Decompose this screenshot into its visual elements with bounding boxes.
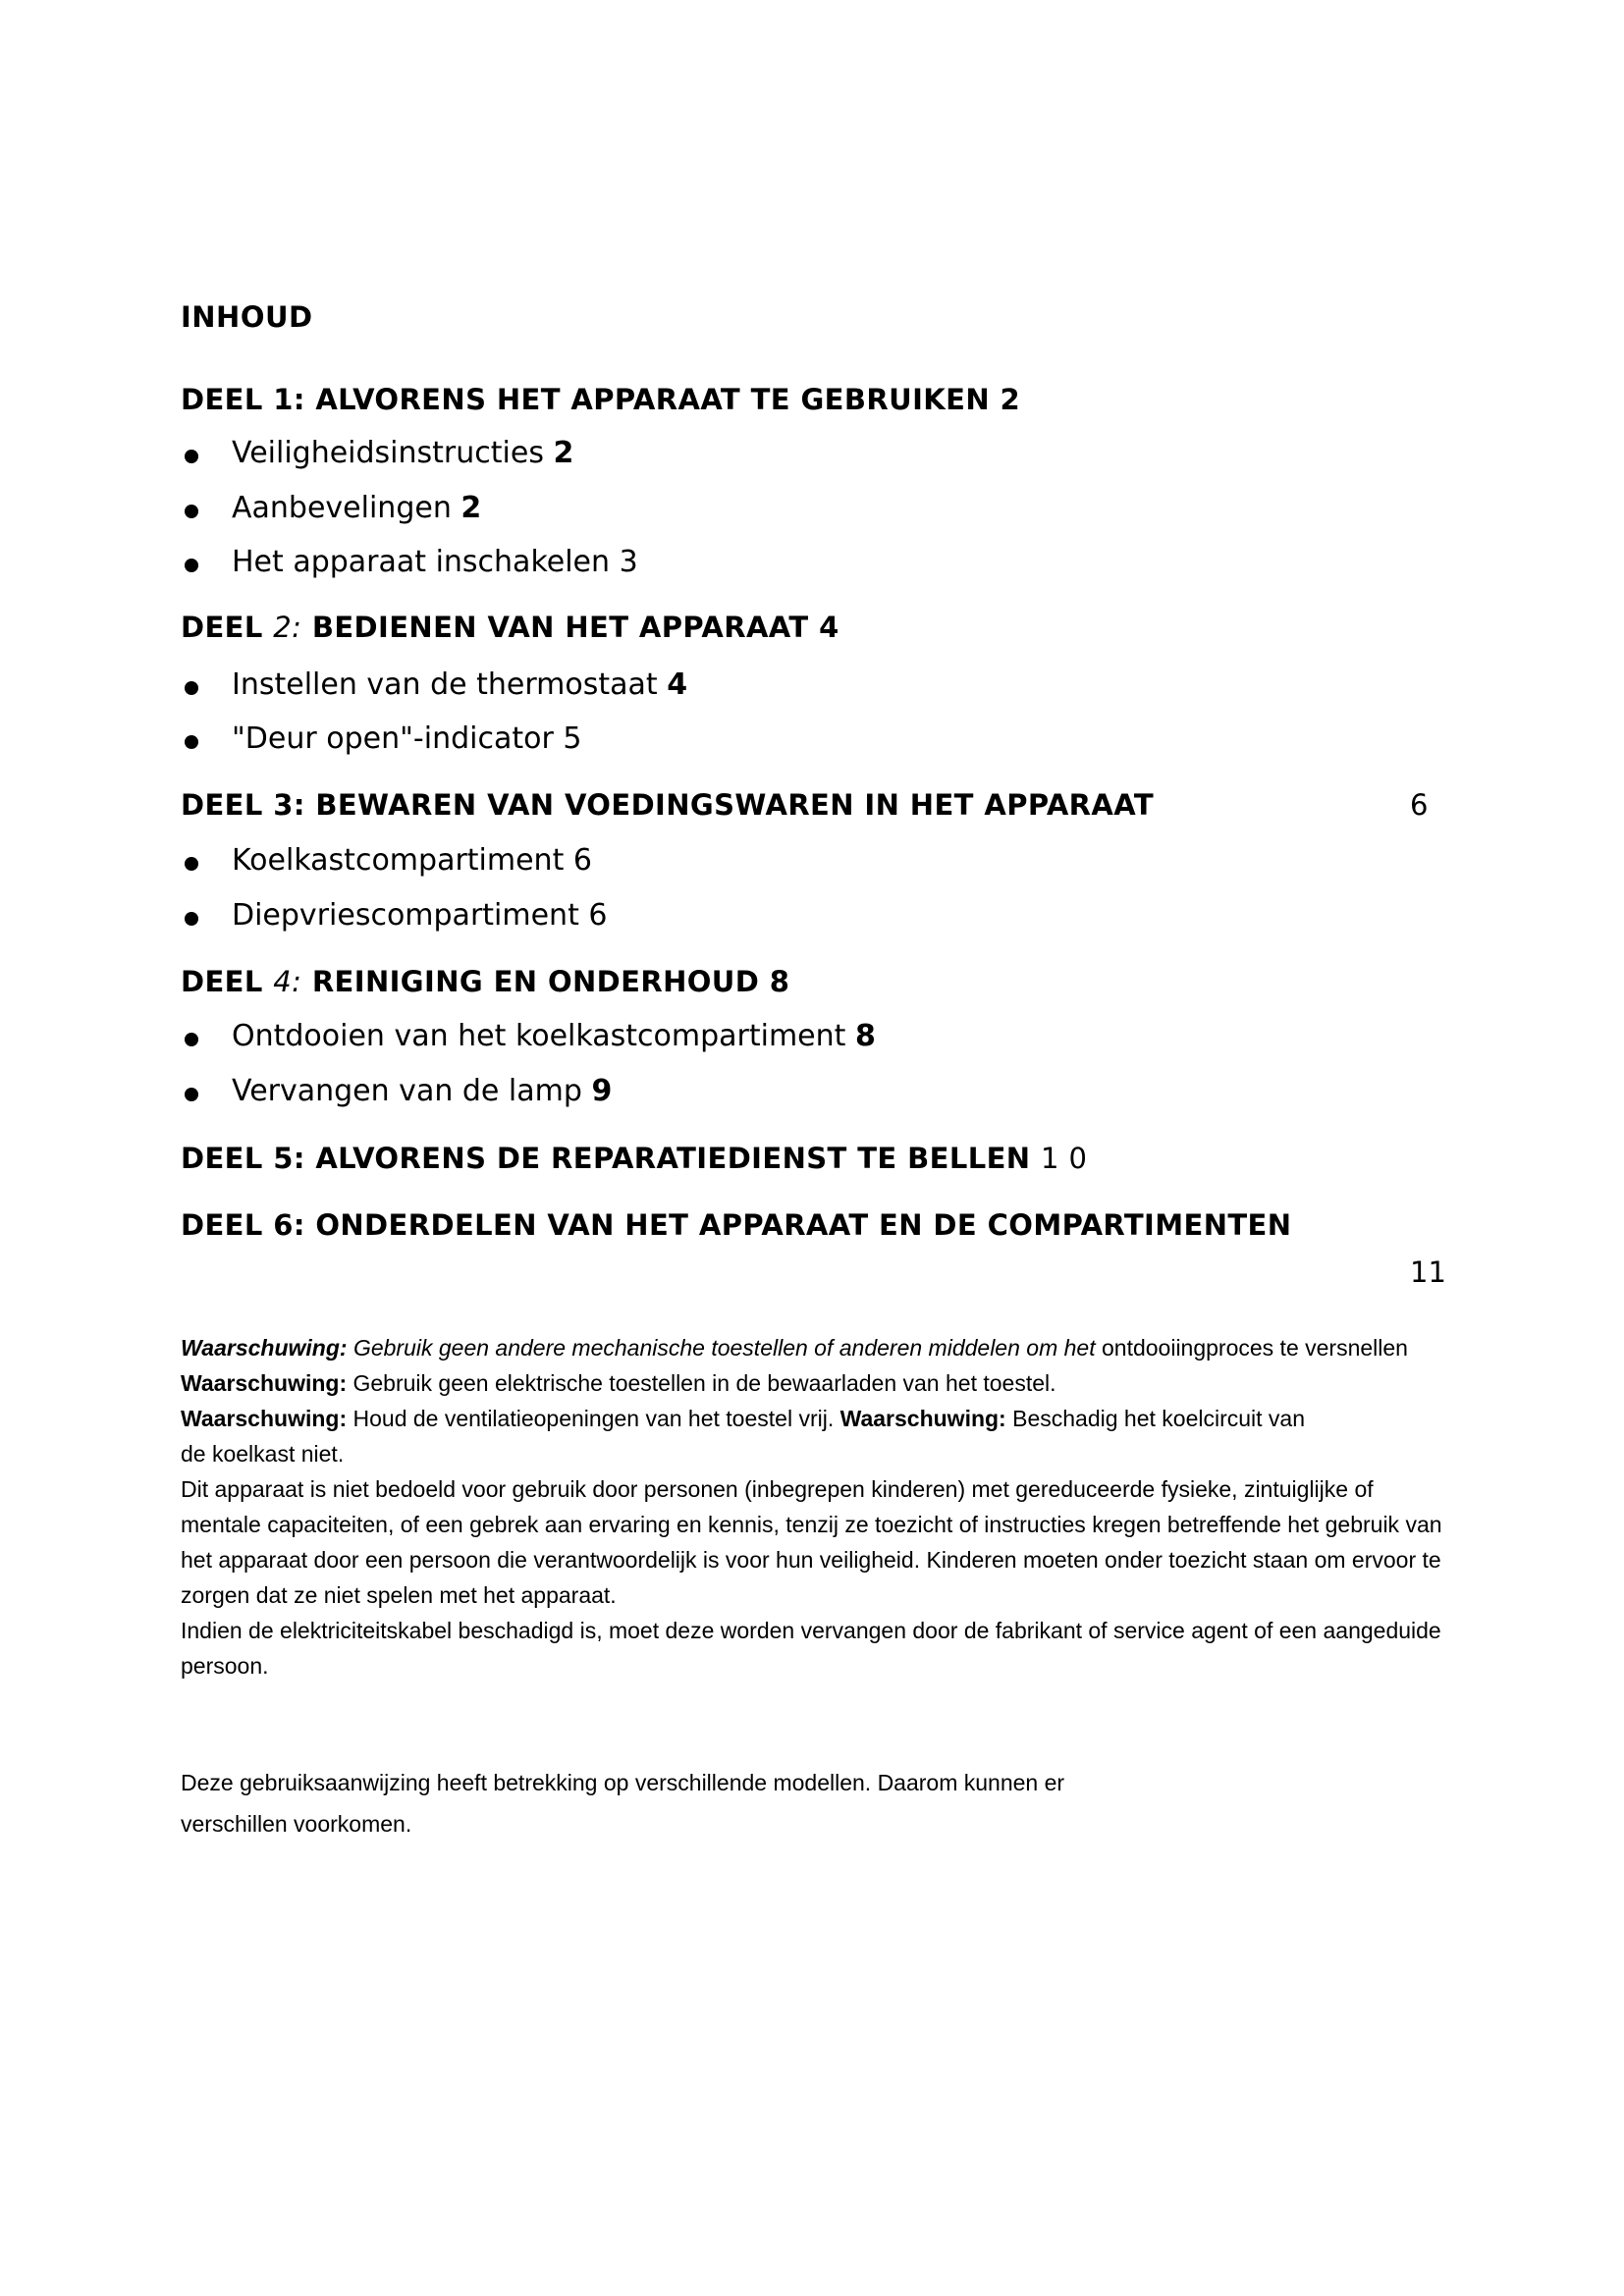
models-note bbox=[181, 1762, 1359, 1844]
toc-item-text: Vervangen van de lamp bbox=[232, 1074, 582, 1108]
cable-paragraph: Indien de elektriciteitskabel beschadigd is, moet deze worden vervangen door de fabrikant of service agent of een aangeduide persoon. bbox=[181, 1618, 1441, 1679]
toc-section-5-page: 1 0 bbox=[1040, 1142, 1088, 1175]
toc-item-text: Koelkastcompartiment bbox=[232, 843, 565, 878]
bullet-icon bbox=[185, 559, 198, 572]
toc-item-page: 6 bbox=[572, 843, 592, 878]
toc-section-1-page: 2 bbox=[1000, 383, 1021, 416]
toc-section-6-page: 11 bbox=[1410, 1255, 1446, 1289]
toc-section-1-label: DEEL 1: ALVORENS HET APPARAAT TE GEBRUIKEN bbox=[181, 383, 991, 416]
warning-text: ontdooiingproces te versnellen bbox=[1101, 1335, 1408, 1361]
bullet-icon bbox=[185, 681, 198, 695]
toc-section-2-page: 4 bbox=[819, 611, 839, 644]
toc-section-4-label-rest: REINIGING EN ONDERHOUD bbox=[311, 965, 760, 998]
toc-section-2-heading bbox=[181, 611, 839, 644]
toc-section-2-label-prefix: DEEL bbox=[181, 611, 263, 644]
toc-item-text: Ontdooien van het koelkastcompartiment bbox=[232, 1019, 846, 1053]
toc-item-text: Diepvriescompartiment bbox=[232, 898, 579, 933]
toc-item-text: "Deur open"-indicator bbox=[232, 721, 554, 756]
warning-text-italic: Gebruik geen andere mechanische toestellen of anderen middelen om het bbox=[352, 1335, 1096, 1361]
toc-section-2-label-num: 2: bbox=[273, 611, 302, 644]
toc-section-3-page: 6 bbox=[1410, 788, 1429, 822]
bullet-icon bbox=[185, 735, 198, 749]
bullet-icon bbox=[185, 1088, 198, 1101]
toc-section-4-heading bbox=[181, 965, 789, 998]
warning-electrical bbox=[181, 1365, 1457, 1401]
bullet-icon bbox=[185, 1033, 198, 1046]
warning-text: Gebruik geen elektrische toestellen in de bewaarladen van het toestel. bbox=[352, 1370, 1056, 1396]
toc-item-text: Aanbevelingen bbox=[232, 491, 452, 525]
bullet-icon bbox=[185, 912, 198, 926]
toc-item-text: Instellen van de thermostaat bbox=[232, 667, 658, 702]
warning-label: Waarschuwing: bbox=[839, 1406, 1006, 1431]
toc-item-page: 2 bbox=[460, 491, 482, 525]
models-note-line-2: verschillen voorkomen. bbox=[181, 1811, 412, 1837]
safety-paragraph: Dit apparaat is niet bedoeld voor gebruik door personen (inbegrepen kinderen) met gereduceerde fysieke, zintuiglijke of mentale capaciteiten, of een gebrek aan ervaring en kennis, tenzij ze toezicht of instructies kregen betreffende het gebruik van het apparaat door een persoon die verantwoordelijk is voor hun veiligheid. Kinderen moeten onder toezicht staan om ervoor te zorgen dat ze niet spelen met het apparaat. bbox=[181, 1476, 1442, 1608]
toc-item-page: 5 bbox=[563, 721, 582, 756]
warning-label: Waarschuwing: bbox=[181, 1370, 348, 1396]
bullet-icon bbox=[185, 505, 198, 518]
warning-label: Waarschuwing: bbox=[181, 1406, 348, 1431]
warning-ventilation bbox=[181, 1401, 1310, 1471]
toc-section-3-label: DEEL 3: BEWAREN VAN VOEDINGSWAREN IN HET APPARAAT bbox=[181, 788, 1155, 822]
bullet-icon bbox=[185, 857, 198, 871]
toc-item-page: 6 bbox=[588, 898, 608, 933]
toc-section-4-label-prefix: DEEL bbox=[181, 965, 263, 998]
warning-label: Waarschuwing: bbox=[181, 1335, 348, 1361]
warning-text: Houd de ventilatieopeningen van het toestel vrij. bbox=[352, 1406, 835, 1431]
toc-item-page: 8 bbox=[854, 1019, 876, 1053]
toc-section-4-label-num: 4: bbox=[273, 965, 302, 998]
toc-section-5-label: DEEL 5: ALVORENS DE REPARATIEDIENST TE BELLEN bbox=[181, 1142, 1031, 1175]
toc-item-page: 4 bbox=[667, 667, 688, 702]
toc-section-6-heading bbox=[181, 1208, 1291, 1242]
toc-item-text: Het apparaat inschakelen bbox=[232, 545, 611, 579]
warning-text: Beschadig het koelcircuit van de koelkast niet. bbox=[181, 1406, 1305, 1467]
toc-item-text: Veiligheidsinstructies bbox=[232, 436, 544, 470]
toc-title: INHOUD bbox=[181, 300, 313, 334]
bullet-icon bbox=[185, 450, 198, 463]
models-note-line-1: Deze gebruiksaanwijzing heeft betrekking op verschillende modellen. Daarom kunnen er bbox=[181, 1770, 1065, 1795]
toc-section-2-label-rest: BEDIENEN VAN HET APPARAAT bbox=[311, 611, 809, 644]
toc-section-1-heading bbox=[181, 383, 1020, 416]
toc-item-page: 3 bbox=[619, 545, 638, 579]
warning-mechanical bbox=[181, 1330, 1457, 1365]
toc-section-3-heading bbox=[181, 788, 1154, 822]
warnings-block bbox=[181, 1330, 1457, 1683]
toc-item-page: 2 bbox=[553, 436, 574, 470]
toc-section-5-heading bbox=[181, 1142, 1087, 1175]
toc-item-page: 9 bbox=[591, 1074, 613, 1108]
toc-section-6-label: DEEL 6: ONDERDELEN VAN HET APPARAAT EN DE COMPARTIMENTEN bbox=[181, 1208, 1292, 1242]
toc-section-4-page: 8 bbox=[769, 965, 790, 998]
